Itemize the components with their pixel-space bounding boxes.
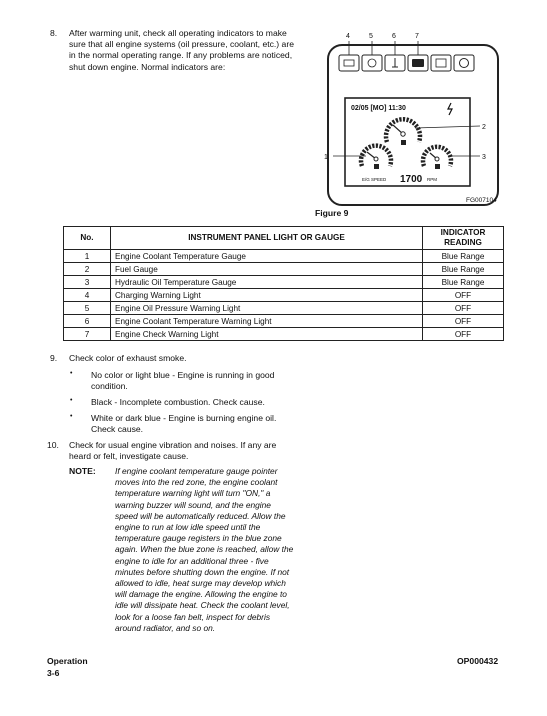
step-10-number: 10.	[47, 440, 59, 450]
engine-shape	[412, 59, 424, 67]
row-reading: Blue Range	[423, 250, 504, 263]
callout-2: 2	[482, 124, 486, 131]
coolant-icon	[374, 164, 379, 169]
header-reading	[423, 227, 504, 250]
bullet-line: Black - Incomplete combustion. Check cause.	[91, 397, 265, 407]
bullet-item	[91, 397, 309, 408]
table-header-row	[64, 227, 504, 250]
step-8-text	[69, 28, 314, 73]
speed-unit: RPM	[427, 177, 437, 182]
row-no: 1	[64, 250, 111, 263]
note-line: allowed to idle, heat surge may develop which	[115, 578, 286, 589]
row-no: 5	[64, 302, 111, 315]
row-name: Hydraulic Oil Temperature Gauge	[111, 276, 423, 289]
header-no: No.	[64, 227, 111, 250]
callout-3: 3	[482, 154, 486, 161]
figure-code: FG007104	[466, 197, 497, 204]
row-no: 2	[64, 263, 111, 276]
note-line: moves into the red zone, the engine coolant	[115, 477, 278, 488]
row-reading: OFF	[423, 315, 504, 328]
oil-pressure-warning-icon	[362, 55, 382, 71]
step-10-line: heard or felt, investigate cause.	[69, 451, 189, 462]
speed-label: E/G SPEED	[362, 177, 387, 182]
step-8-line: sure that all engine systems (oil pressure, coolant, etc.) are	[69, 39, 294, 50]
table-row	[64, 276, 504, 289]
bullet-item	[91, 413, 309, 435]
header-reading-line: READING	[444, 238, 482, 247]
note-line: look for a loose fan belt, inspect for debris	[115, 611, 271, 622]
indicator-icon	[454, 55, 474, 71]
step-8-line: in the normal operating range. If any problems are noticed,	[69, 50, 293, 61]
step-9-text: Check color of exhaust smoke.	[69, 353, 187, 363]
row-no: 7	[64, 328, 111, 341]
note-line: engine to run at low idle speed until the	[115, 522, 261, 533]
row-name: Engine Coolant Temperature Warning Light	[111, 315, 423, 328]
footer-page: 3-6	[47, 668, 60, 678]
note-line: temperature warning light will turn "ON," a	[115, 488, 271, 499]
table-row	[64, 263, 504, 276]
note-line: warning buzzer will sound, and the engine	[115, 499, 271, 510]
note-text	[115, 466, 315, 634]
display-datetime: 02/05 [MO] 11:30	[351, 105, 406, 112]
step-9-number: 9.	[50, 353, 58, 363]
bullet-marker: •	[70, 370, 73, 377]
table-row	[64, 289, 504, 302]
row-name: Fuel Gauge	[111, 263, 423, 276]
row-reading: OFF	[423, 302, 504, 315]
note-line: If engine coolant temperature gauge pointer	[115, 466, 278, 476]
note-line: idle will dissipate heat. Check the coolant level,	[115, 600, 290, 611]
step-8-line: shut down engine. Normal indicators are:	[69, 61, 226, 72]
callout-5: 5	[369, 33, 373, 40]
figure-title: Figure 9	[315, 208, 349, 218]
fuel-icon	[401, 140, 406, 145]
callout-6: 6	[392, 33, 396, 40]
bullet-marker: •	[70, 413, 73, 420]
row-reading: Blue Range	[423, 276, 504, 289]
step-10-text	[69, 440, 314, 462]
header-light: INSTRUMENT PANEL LIGHT OR GAUGE	[111, 227, 423, 250]
note-line: will damage the engine. Allowing the engine to	[115, 589, 287, 600]
coolant-gauge-hub	[374, 157, 378, 161]
instrument-panel-figure	[320, 25, 510, 210]
fuel-gauge-hub	[401, 132, 405, 136]
row-reading: Blue Range	[423, 263, 504, 276]
table-row	[64, 315, 504, 328]
note-line: engine to idle for an additional three - five	[115, 555, 269, 566]
note-line: temperature gauge registers in the blue zone	[115, 533, 282, 544]
bullet-line: Check cause.	[91, 424, 144, 435]
row-name: Engine Oil Pressure Warning Light	[111, 302, 423, 315]
row-name: Engine Coolant Temperature Gauge	[111, 250, 423, 263]
step-8-number: 8.	[50, 28, 58, 38]
header-reading-line: INDICATOR	[440, 228, 486, 237]
table-row	[64, 250, 504, 263]
bullet-line: White or dark blue - Engine is burning engine oil.	[91, 413, 277, 423]
indicator-icon	[431, 55, 451, 71]
indicator-table	[63, 226, 504, 341]
row-reading: OFF	[423, 289, 504, 302]
row-reading: OFF	[423, 328, 504, 341]
bullet-line: condition.	[91, 381, 128, 392]
speed-value: 1700	[400, 174, 423, 185]
callout-4: 4	[346, 33, 350, 40]
note-line: minutes before shutting down the engine. If not	[115, 566, 290, 577]
callout-1: 1	[324, 154, 328, 161]
table-row	[64, 328, 504, 341]
hydraulic-oil-gauge-hub	[435, 157, 439, 161]
footer-code: OP000432	[457, 656, 499, 666]
note-line: speed will be automatically reduced. Allow the	[115, 510, 286, 521]
step-10-line: Check for usual engine vibration and noises. If any are	[69, 440, 277, 450]
hydraulic-oil-icon	[435, 164, 440, 169]
row-no: 6	[64, 315, 111, 328]
row-no: 3	[64, 276, 111, 289]
charging-warning-icon	[339, 55, 359, 71]
row-name: Engine Check Warning Light	[111, 328, 423, 341]
bullet-line: No color or light blue - Engine is running in good	[91, 370, 275, 380]
note-line: again. When the blue zone is reached, allow the	[115, 544, 294, 555]
note-label: NOTE:	[69, 466, 96, 476]
row-name: Charging Warning Light	[111, 289, 423, 302]
note-line: around radiator, and so on.	[115, 622, 216, 633]
row-no: 4	[64, 289, 111, 302]
step-8-line: After warming unit, check all operating indicators to make	[69, 28, 287, 38]
table-row	[64, 302, 504, 315]
callout-7: 7	[415, 33, 419, 40]
footer-section: Operation	[47, 656, 88, 666]
bullet-marker: •	[70, 397, 73, 404]
bullet-item	[91, 370, 309, 392]
